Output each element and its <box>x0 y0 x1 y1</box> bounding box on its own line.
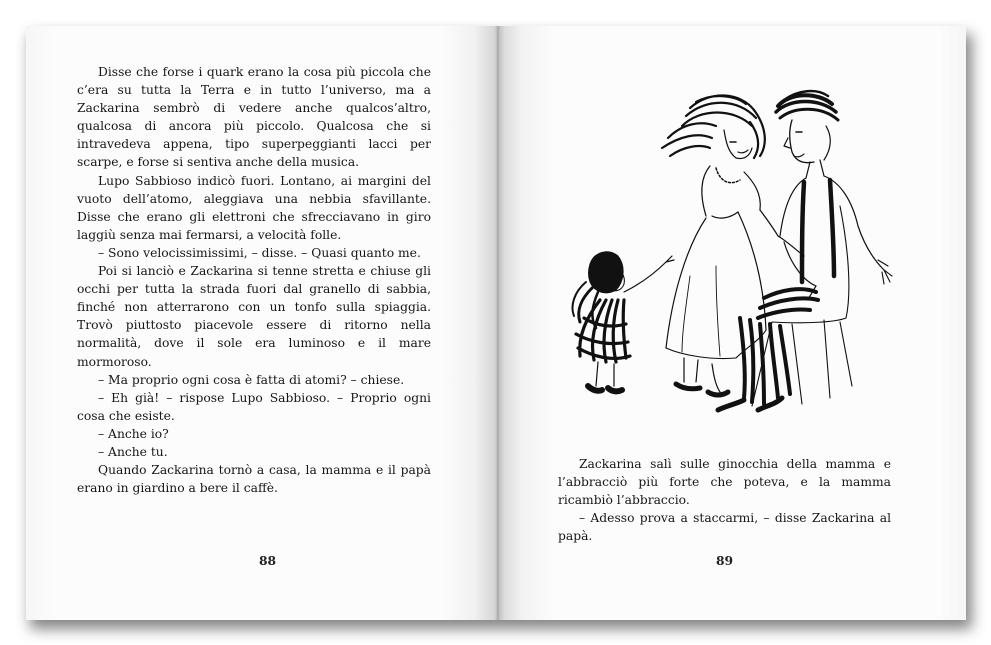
paragraph: Poi si lanciò e Zackarina si tenne stretta e chiuse gli occhi per tutta la strada fuori dal granello di sabbia, finché non atterrarono con un tonfo sulla spiaggia. Trovò piuttosto piacevole essere di ritorno nella normalità, dove il sole era luminoso e il mare mormoroso. <box>77 264 431 369</box>
paragraph: – Eh già! – rispose Lupo Sabbioso. – Proprio ogni cosa che esiste. <box>77 390 431 423</box>
left-page-text <box>77 63 431 497</box>
right-page-text <box>558 455 891 545</box>
page-number-right: 89 <box>716 553 734 568</box>
paragraph: – Anche tu. <box>98 444 168 459</box>
paragraph: – Ma proprio ogni cosa è fatta di atomi? – chiese. <box>98 372 405 387</box>
book-gutter <box>496 26 500 620</box>
father-figure <box>718 91 892 410</box>
paragraph: – Sono velocissimissimi, – disse. – Quasi quanto me. <box>98 245 421 260</box>
paragraph: – Anche io? <box>98 426 169 441</box>
paragraph: Lupo Sabbioso indicò fuori. Lontano, ai margini del vuoto dell’atomo, aleggiava una nebbia sfavillante. Disse che erano gli elettroni che sfrecciavano in giro laggiù senza mai fermarsi, a velocità folle. <box>77 173 431 242</box>
family-illustration <box>540 86 916 422</box>
paragraph: Disse che forse i quark erano la cosa più piccola che c’era su tutta la Terra e in tutto l’universo, ma a Zackarina sembrò di vedere anche qualcos’altro, qualcosa di ancora più piccolo. Qualcosa che si intravedeva appena, tipo superpeggianti lacci per scarpe, e forse si sentiva anche della musica. <box>77 65 431 170</box>
paragraph: Zackarina salì sulle ginocchia della mamma e l’abbracciò più forte che poteva, e la mamma ricambiò l’abbraccio. <box>558 457 891 508</box>
child-figure <box>573 252 675 391</box>
paragraph: – Adesso prova a staccarmi, – disse Zackarina al papà. <box>558 511 891 544</box>
page-number-left: 88 <box>259 553 277 568</box>
paragraph: Quando Zackarina tornò a casa, la mamma e il papà erano in giardino a bere il caffè. <box>77 463 431 496</box>
